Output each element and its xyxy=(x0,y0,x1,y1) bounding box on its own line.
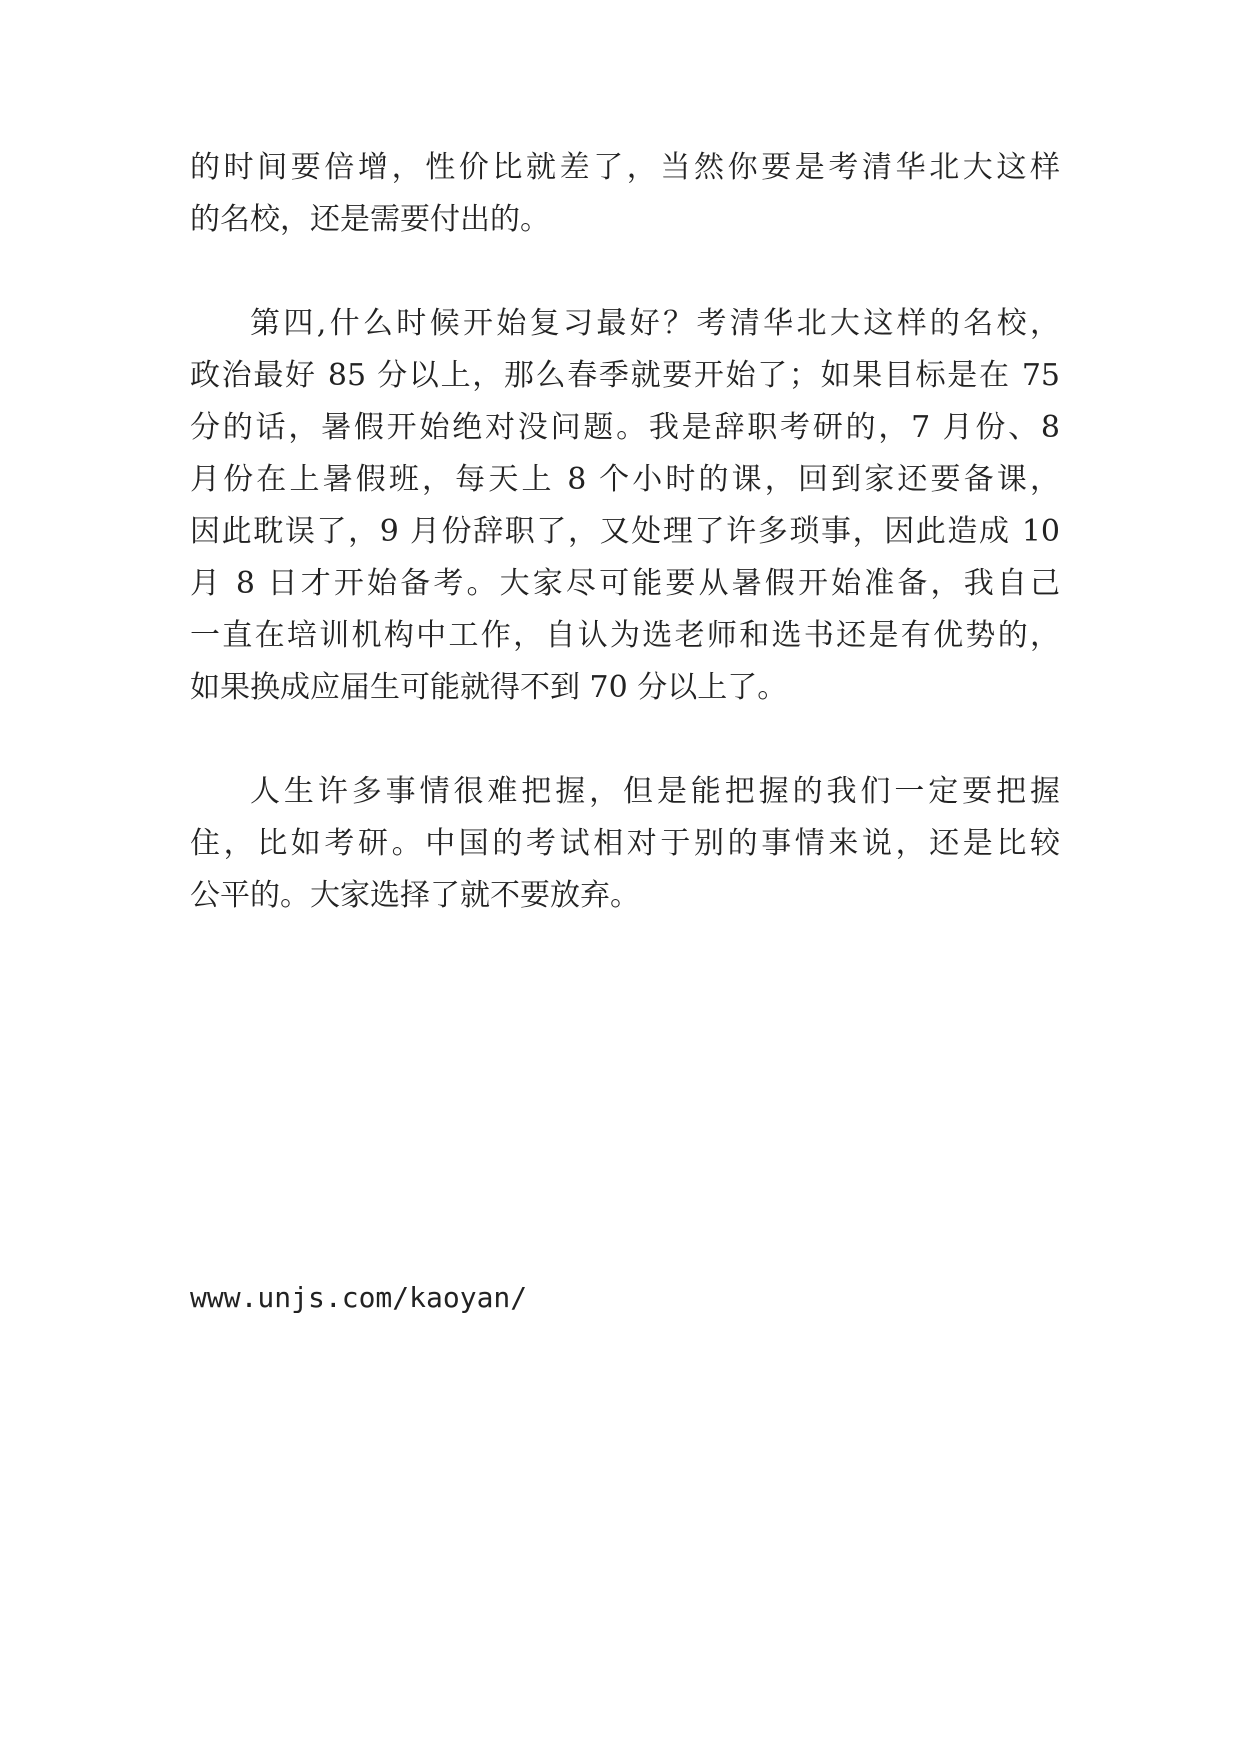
paragraph-3-line-1: 人生许多事情很难把握，但是能把握的我们一定要把握 xyxy=(250,774,1060,809)
footer-url: www.unjs.com/kaoyan/ xyxy=(190,1281,528,1314)
paragraph-2-line-2: 政治最好 85 分以上，那么春季就要开始了；如果目标是在 75 xyxy=(190,358,1060,393)
paragraph-2-line-7: 一直在培训机构中工作，自认为选老师和选书还是有优势的， xyxy=(190,618,1060,653)
paragraph-3-line-3: 公平的。大家选择了就不要放弃。 xyxy=(190,878,640,913)
paragraph-3-line-2: 住，比如考研。中国的考试相对于别的事情来说，还是比较 xyxy=(190,826,1060,861)
paragraph-1-line-1: 的时间要倍增，性价比就差了，当然你要是考清华北大这样 xyxy=(190,150,1060,185)
paragraph-2-line-4: 月份在上暑假班，每天上 8 个小时的课，回到家还要备课， xyxy=(190,462,1060,497)
paragraph-2-line-6: 月 8 日才开始备考。大家尽可能要从暑假开始准备，我自己 xyxy=(190,566,1060,601)
paragraph-2-line-3: 分的话，暑假开始绝对没问题。我是辞职考研的，7 月份、8 xyxy=(190,410,1060,445)
paragraph-2-line-5: 因此耽误了，9 月份辞职了，又处理了许多琐事，因此造成 10 xyxy=(190,514,1060,549)
paragraph-2-line-8: 如果换成应届生可能就得不到 70 分以上了。 xyxy=(190,670,788,705)
paragraph-2-line-1: 第四,什么时候开始复习最好？考清华北大这样的名校， xyxy=(250,306,1060,341)
paragraph-1-line-2: 的名校，还是需要付出的。 xyxy=(190,202,550,237)
